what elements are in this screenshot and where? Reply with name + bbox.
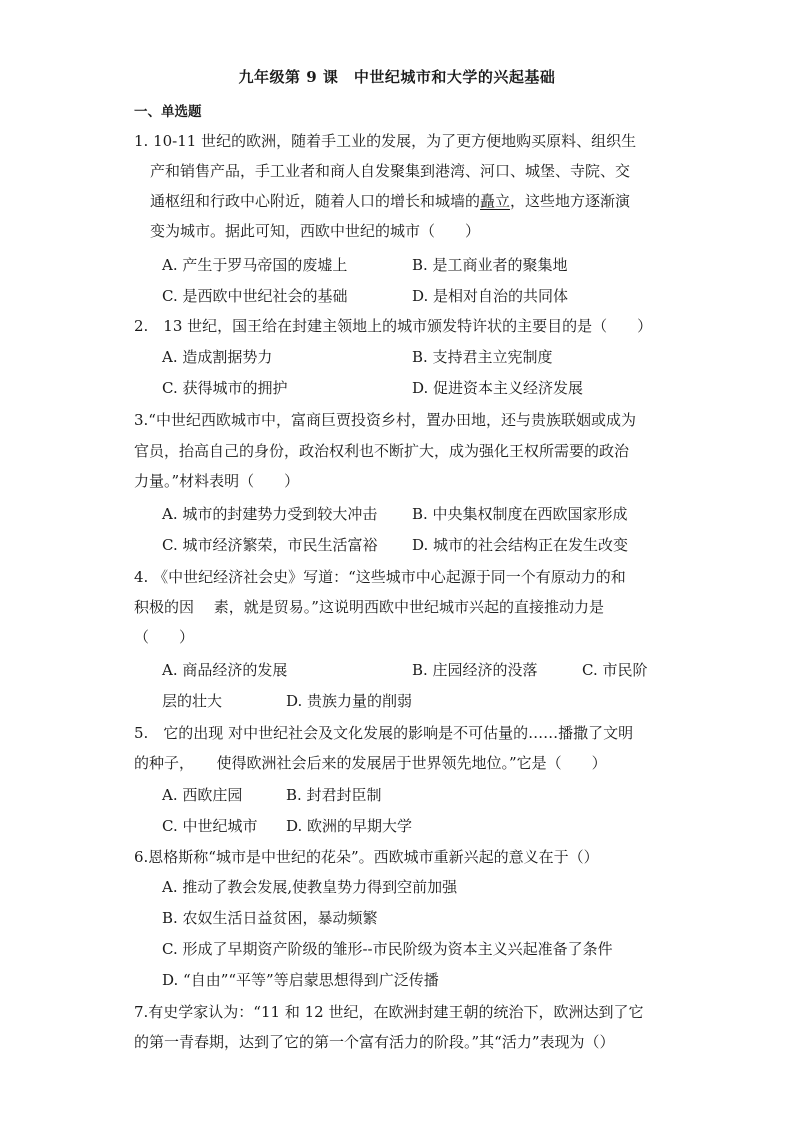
question-3-option-c[interactable]: C. 城市经济繁荣，市民生活富裕 bbox=[162, 536, 378, 554]
question-4-line-1: 4. 《中世纪经济社会史》写道：“这些城市中心起源于同一个有原动力的和 bbox=[134, 568, 626, 586]
question-1-line-4: 变为城市。据此可知，西欧中世纪的城市（ ） bbox=[150, 222, 481, 240]
question-2-option-d[interactable]: D. 促进资本主义经济发展 bbox=[412, 379, 584, 397]
question-1-underlined-word: 矗立 bbox=[480, 192, 511, 210]
page-title: 九年级第 9 课 中世纪城市和大学的兴起基础 bbox=[238, 68, 556, 86]
question-5-line-1: 5. 它的出现 对中世纪社会及文化发展的影响是不可估量的……播撒了文明 bbox=[134, 724, 634, 742]
question-1-line-2: 产和销售产品，手工业者和商人自发聚集到港湾、河口、城堡、寺院、交 bbox=[150, 162, 631, 180]
question-1-line-1: 1. 10-11 世纪的欧洲，随着手工业的发展，为了更方便地购买原料、组织生 bbox=[134, 132, 637, 150]
question-1-text-b: ，这些地方逐渐演 bbox=[510, 192, 631, 210]
question-6-option-c[interactable]: C. 形成了早期资产阶级的雏形--市民阶级为资本主义兴起准备了条件 bbox=[162, 940, 613, 958]
question-4-option-a[interactable]: A. 商品经济的发展 bbox=[162, 661, 288, 679]
question-4-line-2: 积极的因 素，就是贸易。”这说明西欧中世纪城市兴起的直接推动力是 bbox=[134, 598, 604, 616]
question-1-text-a: 通枢纽和行政中心附近，随着人口的增长和城墙的 bbox=[150, 192, 481, 210]
question-2-option-c[interactable]: C. 获得城市的拥护 bbox=[162, 379, 288, 397]
question-2-option-b[interactable]: B. 支持君主立宪制度 bbox=[412, 348, 553, 366]
question-3-line-1: 3.“中世纪西欧城市中，富商巨贾投资乡村，置办田地，还与贵族联姻或成为 bbox=[134, 411, 636, 429]
question-4-option-d[interactable]: D. 贵族力量的削弱 bbox=[286, 692, 413, 710]
question-7-line-2: 的第一青春期，达到了它的第一个富有活力的阶段。”其“活力”表现为（） bbox=[134, 1033, 615, 1051]
question-2-option-a[interactable]: A. 造成割据势力 bbox=[162, 348, 273, 366]
question-1-option-b[interactable]: B. 是工商业者的聚集地 bbox=[412, 256, 568, 274]
question-6-option-a[interactable]: A. 推动了教会发展,使教皇势力得到空前加强 bbox=[162, 878, 458, 896]
question-1-option-c[interactable]: C. 是西欧中世纪社会的基础 bbox=[162, 287, 348, 305]
question-5-option-c[interactable]: C. 中世纪城市 bbox=[162, 817, 258, 835]
question-4-option-b[interactable]: B. 庄园经济的没落 bbox=[412, 661, 538, 679]
question-6-line-1: 6.恩格斯称“城市是中世纪的花朵”。西欧城市重新兴起的意义在于（） bbox=[134, 848, 599, 866]
question-5-option-d[interactable]: D. 欧洲的早期大学 bbox=[286, 817, 413, 835]
question-1-option-d[interactable]: D. 是相对自治的共同体 bbox=[412, 287, 569, 305]
question-7-line-1: 7.有史学家认为：“11 和 12 世纪，在欧洲封建王朝的统治下，欧洲达到了它 bbox=[134, 1003, 644, 1021]
question-5-line-2: 的种子， 使得欧洲社会后来的发展居于世界领先地位。”它是（ ） bbox=[134, 754, 607, 772]
question-4-line-3: （ ） bbox=[134, 628, 195, 646]
question-3-option-d[interactable]: D. 城市的社会结构正在发生改变 bbox=[412, 536, 629, 554]
question-3-option-b[interactable]: B. 中央集权制度在西欧国家形成 bbox=[412, 505, 628, 523]
question-5-option-b[interactable]: B. 封君封臣制 bbox=[286, 786, 382, 804]
question-1-line-3 bbox=[150, 190, 630, 212]
question-3-option-a[interactable]: A. 城市的封建势力受到较大冲击 bbox=[162, 505, 378, 523]
question-5-option-a[interactable]: A. 西欧庄园 bbox=[162, 786, 243, 804]
question-4-option-c-continued[interactable]: 层的壮大 bbox=[162, 692, 223, 710]
question-6-option-d[interactable]: D. “自由”“平等”等启蒙思想得到广泛传播 bbox=[162, 971, 439, 989]
question-2-line-1: 2. 13 世纪，国王给在封建主领地上的城市颁发特许状的主要目的是（ ） bbox=[134, 317, 653, 335]
section-heading: 一、单选题 bbox=[134, 104, 202, 120]
question-4-option-c[interactable]: C. 市民阶 bbox=[582, 661, 648, 679]
question-3-line-3: 力量。”材料表明（ ） bbox=[134, 472, 300, 490]
question-3-line-2: 官员，抬高自己的身份，政治权利也不断扩大，成为强化王权所需要的政治 bbox=[134, 442, 630, 460]
question-1-option-a[interactable]: A. 产生于罗马帝国的废墟上 bbox=[162, 256, 348, 274]
question-6-option-b[interactable]: B. 农奴生活日益贫困，暴动频繁 bbox=[162, 909, 378, 927]
